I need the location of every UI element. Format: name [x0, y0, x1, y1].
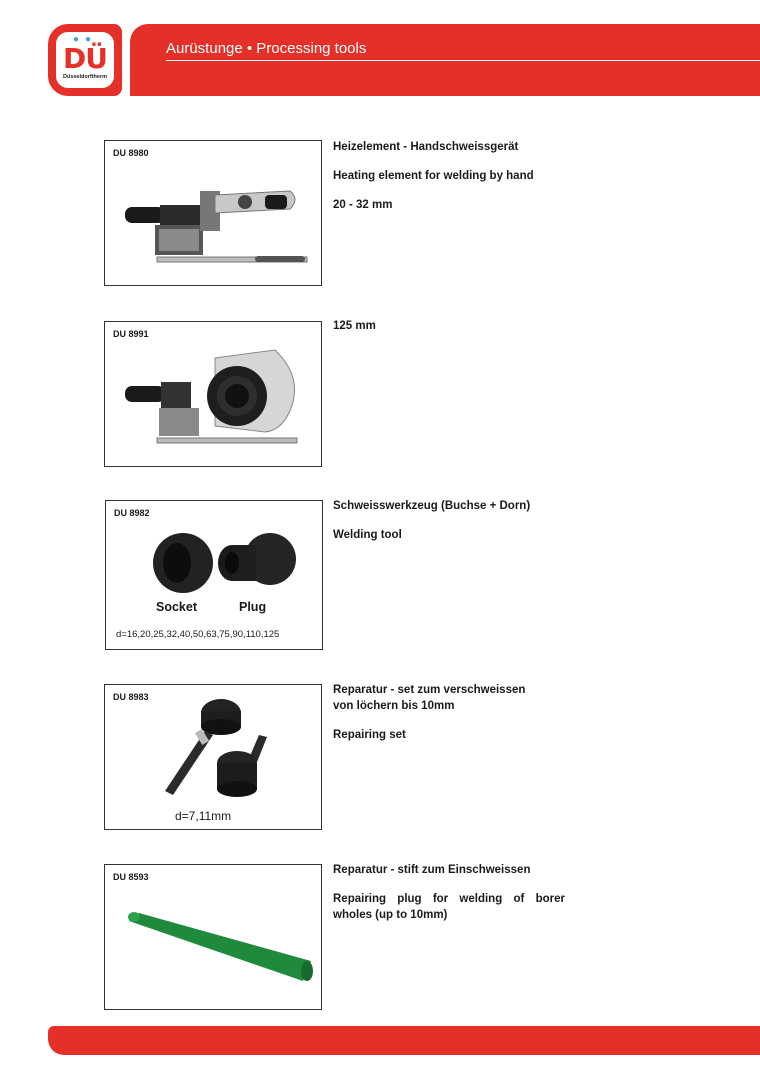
heating-element-large-icon: [115, 344, 315, 464]
product-description-du8980: [333, 139, 565, 226]
header-divider: [166, 60, 760, 61]
product-description-du8593: [333, 862, 565, 936]
description-line: von löchern bis 10mm: [333, 700, 455, 712]
description-line: Welding tool: [333, 529, 402, 541]
product-code: DU 8991: [113, 329, 149, 339]
size-range: d=7,11mm: [175, 809, 232, 823]
description-line: Repairing plug for welding of borer wholes (up to 10mm): [333, 893, 565, 921]
logo-text: DÜ: [63, 42, 107, 75]
description-line: 20 - 32 mm: [333, 199, 393, 211]
logo-badge: [56, 32, 114, 88]
description-line: Heating element for welding by hand: [333, 170, 534, 182]
product-image-du8980: [104, 140, 322, 286]
socket-label: Socket: [156, 600, 197, 614]
page-title: Aurüstunge • Processing tools: [166, 40, 367, 57]
footer-bar: [48, 1026, 760, 1055]
description-line: Heizelement - Handschweissgerät: [333, 141, 519, 153]
logo-subtext: Düsseldorftherm: [62, 74, 107, 80]
product-code: DU 8983: [113, 692, 149, 702]
product-code: DU 8593: [113, 872, 149, 882]
plug-label: Plug: [239, 600, 267, 614]
product-image-du8982: [105, 500, 323, 650]
product-description-du8991: [333, 318, 565, 347]
size-range: d=16,20,25,32,40,50,63,75,90,110,125: [116, 629, 280, 640]
welding-tool-icon: [150, 519, 300, 599]
product-code: DU 8980: [113, 148, 149, 158]
product-image-du8593: [104, 864, 322, 1010]
product-description-du8983: [333, 682, 565, 756]
description-line: Reparatur - stift zum Einschweissen: [333, 864, 531, 876]
repairing-set-icon: [155, 691, 295, 811]
heating-element-icon: [115, 177, 315, 277]
repairing-plug-icon: [115, 901, 315, 991]
product-image-du8983: [104, 684, 322, 830]
description-line: 125 mm: [333, 320, 376, 332]
description-line: Reparatur - set zum verschweissen: [333, 684, 526, 696]
product-code: DU 8982: [114, 508, 150, 518]
description-line: Schweisswerkzeug (Buchse + Dorn): [333, 500, 531, 512]
water-drops-icon: ●●: [72, 34, 98, 45]
brand-logo: [48, 24, 122, 96]
description-line: Repairing set: [333, 729, 406, 741]
product-description-du8982: [333, 498, 565, 556]
product-image-du8991: [104, 321, 322, 467]
